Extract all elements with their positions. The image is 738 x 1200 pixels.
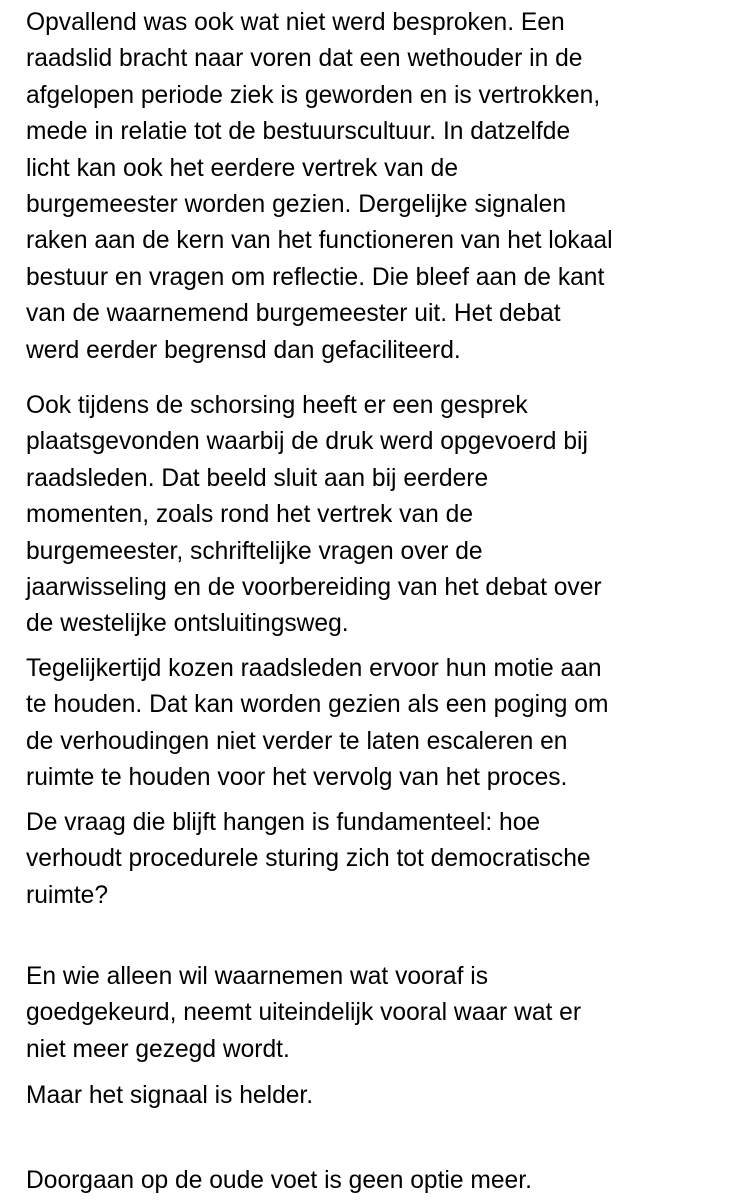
paragraph-4: De vraag die blijft hangen is fundamenteel: hoe verhoudt procedurele sturing zich tot democratische ruimte? bbox=[26, 809, 591, 909]
paragraph-5: En wie alleen wil waarnemen wat vooraf is goedgekeurd, neemt uiteindelijk vooral waar wat er niet meer gezegd wordt. bbox=[26, 963, 582, 1063]
paragraph-3: Tegelijkertijd kozen raadsleden ervoor hun motie aan te houden. Dat kan worden gezien als een poging om de verhoudingen niet verder te laten escaleren en ruimte te houden voor het vervolg van het proces. bbox=[26, 655, 609, 792]
paragraph-1: Opvallend was ook wat niet werd besproken. Een raadslid bracht naar voren dat een wethouder in de afgelopen periode ziek is geworden en is vertrokken, mede in relatie tot de bestuurscultuur. In datzelfde licht kan ook het eerdere vertrek van de burgemeester worden gezien. Dergelijke signalen raken aan de kern van het functioneren van het lokaal bestuur en vragen om reflectie. Die bleef aan de kant van de waarnemend burgemeester uit. Het debat werd eerder begrensd dan gefaciliteerd. bbox=[26, 9, 613, 364]
paragraph-2: Ook tijdens de schorsing heeft er een gesprek plaatsgevonden waarbij de druk werd opgevoerd bij raadsleden. Dat beeld sluit aan bij eerdere momenten, zoals rond het vertrek van de burgemeester, schriftelijke vragen over de jaarwisseling en de voorbereiding van het debat over de westelijke ontsluitingsweg. bbox=[26, 392, 602, 638]
paragraph-6: Maar het signaal is helder. bbox=[26, 1082, 314, 1109]
paragraph-7: Doorgaan op de oude voet is geen optie meer. bbox=[26, 1167, 532, 1194]
